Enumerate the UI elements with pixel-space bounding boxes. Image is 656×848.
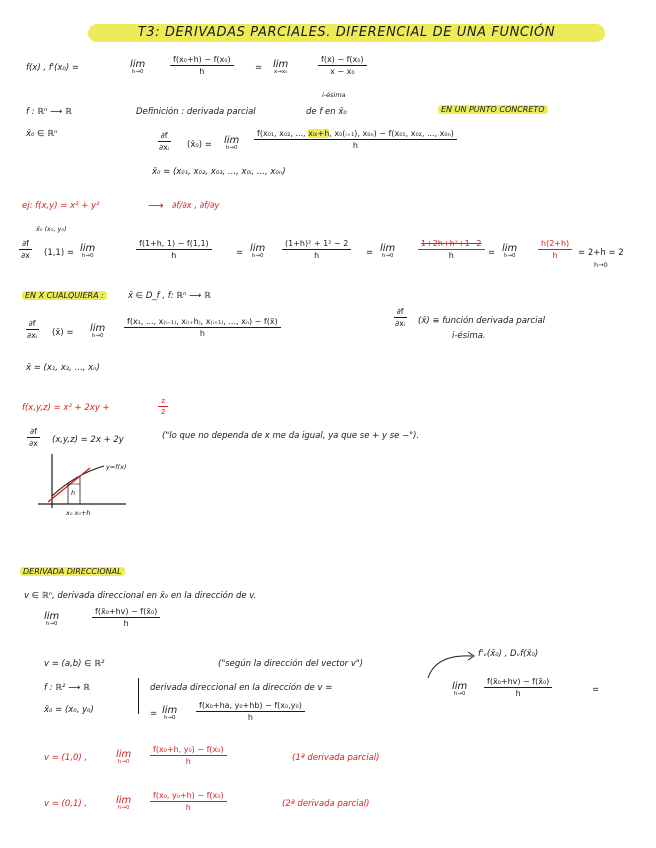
first-partial-note: (1ª derivada parcial) xyxy=(292,753,380,763)
direction-quote: ("según la dirección del vector v") xyxy=(218,659,364,669)
directional-quotient-2: $\frac{\text{f(x̄₀+hv) − f(x̄₀)}}{h}$ xyxy=(484,678,552,698)
arrow-icon: ⟶ xyxy=(148,199,164,212)
partial-function-note: (x̄) ≡ función derivada parcial xyxy=(418,316,546,326)
evaluated-at-point: (1,1) = xyxy=(44,248,74,258)
limit-symbol: lim h→0 xyxy=(116,749,132,765)
quotient-step-4: $\frac{h(2+h)}{h}$ xyxy=(538,240,572,260)
any-x-heading: EN X CUALQUIERA : xyxy=(22,292,107,300)
directional-heading: DERIVADA DIRECCIONAL xyxy=(20,568,125,576)
evaluated-at: (x̄₀) = xyxy=(187,140,212,150)
highlighted-term: x₀ᵢ+h xyxy=(308,129,330,138)
partial-x-symbol: $\frac{\partial f}{\partial x}$ xyxy=(26,428,41,448)
limit-symbol: lim h→0 xyxy=(452,681,468,697)
limit-symbol: lim h→0 xyxy=(224,135,240,151)
partial-xi-symbol: $\frac{\partial f}{\text{∂xᵢ}}$ xyxy=(395,307,406,328)
evaluated-at-x: (x̄) = xyxy=(52,328,74,338)
limit-symbol: lim h→0 xyxy=(380,243,396,259)
directional-notation: f'ᵥ(x̄₀) , Dᵥf(x̄₀) xyxy=(478,649,539,659)
example-2-function: f(x,y,z) = x² + 2xy + xyxy=(22,403,110,413)
graph-h-label: h xyxy=(71,489,76,497)
graph-function-label: y=f(x) xyxy=(106,463,127,471)
secant-line xyxy=(48,468,90,502)
directional-definition: v ∈ ℝⁿ, derivada direccional en x̄₀ en la dirección de v. xyxy=(24,591,257,601)
graph-x-labels: x₀ x₀+h xyxy=(66,509,91,517)
second-partial-note: (2ª derivada parcial) xyxy=(282,799,370,809)
function-domain: f : ℝⁿ ⟶ ℝ xyxy=(26,107,72,117)
v-0-1: v = (0,1) , xyxy=(44,799,88,809)
concrete-point-highlight: EN UN PUNTO CONCRETO xyxy=(438,106,548,114)
point-vector: x̄₀ = (x₀₁, x₀₂, x₀₃, ..., x₀ᵢ, ..., x₀ₙ) xyxy=(152,167,286,177)
limit-subscript: h→0 xyxy=(594,261,608,269)
quotient-step-1: $\frac{f(1+h, 1) - f(1,1)}{h}$ xyxy=(136,240,212,260)
equals-sign: = xyxy=(150,709,158,719)
curved-arrow-icon xyxy=(424,648,480,682)
secant-graph xyxy=(30,452,160,522)
partial-xi-symbol: $\frac{\partial f}{\text{∂xᵢ}}$ xyxy=(27,319,38,340)
first-partial-quotient: $\frac{\text{f(x₀+h, y₀) − f(x₀)}}{h}$ xyxy=(150,746,227,766)
definition-tail: de f en x̄₀ xyxy=(306,107,347,117)
example-2-result: (x,y,z) = 2x + 2y xyxy=(52,435,124,445)
limit-symbol: lim h→0 xyxy=(80,243,96,259)
definition-label: Definición : derivada parcial xyxy=(136,107,256,117)
limit-symbol: lim x→x₀ xyxy=(273,59,289,75)
divider-bar xyxy=(138,678,139,714)
point-x0: x̄₀ ∈ ℝⁿ xyxy=(26,129,58,139)
quotient-step-2: $\frac{\text{(1+h)² + 1² − 2}}{h}$ xyxy=(282,240,351,260)
z-over-2: $\frac{z}{2}$ xyxy=(158,398,168,416)
equals-sign: = xyxy=(236,248,244,258)
difference-quotient: $\frac{\text{f(x₀+h) − f(x₀)}}{h}$ xyxy=(170,56,234,76)
limit-symbol: lim h→0 xyxy=(130,59,146,75)
point-x0-2d: x̄₀ = (x₀, y₀) xyxy=(44,705,94,715)
quotient-step-3: $\frac{\text{1+2h+h²+1−2}}{h}$ xyxy=(418,240,485,260)
example-2-comment: ("lo que no dependa de x me da igual, ya que se + y se −"). xyxy=(162,431,420,441)
vector-v-r2: v = (a,b) ∈ ℝ² xyxy=(44,659,105,669)
point-label: x̄₀ (x₀, y₀) xyxy=(36,225,67,233)
x-vector: x̄ = (x₁, x₂, ..., xₙ) xyxy=(26,363,100,373)
equals-sign: = xyxy=(255,63,263,73)
limit-symbol: lim h→0 xyxy=(116,795,132,811)
partial-difference-quotient: f(x₀₁, x₀₂, ..., x₀ᵢ+h, x₀(ᵢ₊₁), x₀ₙ) − f(x₀₁, x₀₂, ..., x₀ₙ) h xyxy=(254,130,457,150)
limit-symbol: lim h→0 xyxy=(250,243,266,259)
equals-sign: = xyxy=(488,248,496,258)
derivative-notation: f(x) , f'(x₀) = xyxy=(26,63,79,73)
partial-derivative-symbol: $\frac{\partial f}{\text{∂xᵢ}}$ xyxy=(159,131,170,152)
directional-expanded-quotient: $\frac{\text{f(x₀+ha, y₀+hb) − f(x₀,y₀)}}{h}$ xyxy=(196,702,305,722)
equals-sign: = xyxy=(592,685,600,695)
second-partial-quotient: $\frac{\text{f(x₀, y₀+h) − f(x₀)}}{h}$ xyxy=(150,792,227,812)
limit-symbol: lim h→0 xyxy=(90,323,106,339)
general-partial-quotient: $\frac{\text{f(x₁, ..., x₍ᵢ₋₁₎, x₍ᵢ₊h₎, x₍ᵢ₊₁₎, ..., xₙ) − f(x̄)}}{h}$ xyxy=(124,318,281,338)
limit-symbol: lim h→0 xyxy=(502,243,518,259)
function-r2: f : ℝ² ⟶ ℝ xyxy=(44,683,90,693)
any-x-tail: x̄ ∈ D_f , f: ℝⁿ ⟶ ℝ xyxy=(128,291,211,301)
directional-quotient: $\frac{\text{f(x̄₀+hv) − f(x̄₀)}}{h}$ xyxy=(92,608,160,628)
page-title: T3: DERIVADAS PARCIALES. DIFERENCIAL DE UNA FUNCIÓN xyxy=(88,24,605,42)
difference-quotient-x: $\frac{\text{f(x) − f(x₀)}}{\text{x − x₀}}$ xyxy=(318,56,367,76)
limit-symbol: lim h→0 xyxy=(162,705,178,721)
i-esima-note: i-ésima xyxy=(322,91,346,99)
limit-symbol: lim h→0 xyxy=(44,611,60,627)
example-label: ej: f(x,y) = x² + y² xyxy=(22,201,100,211)
v-1-0: v = (1,0) , xyxy=(44,753,88,763)
directional-text: derivada direccional en la dirección de v = xyxy=(150,683,333,693)
curve xyxy=(52,466,104,496)
equals-sign: = xyxy=(366,248,374,258)
partial-function-note-2: i-ésima. xyxy=(452,331,486,341)
partials-list: ∂f/∂x , ∂f/∂y xyxy=(172,201,220,211)
final-result: = 2+h = 2 xyxy=(578,248,624,258)
partial-x-symbol: $\frac{\partial f}{\partial x}$ xyxy=(18,240,33,260)
